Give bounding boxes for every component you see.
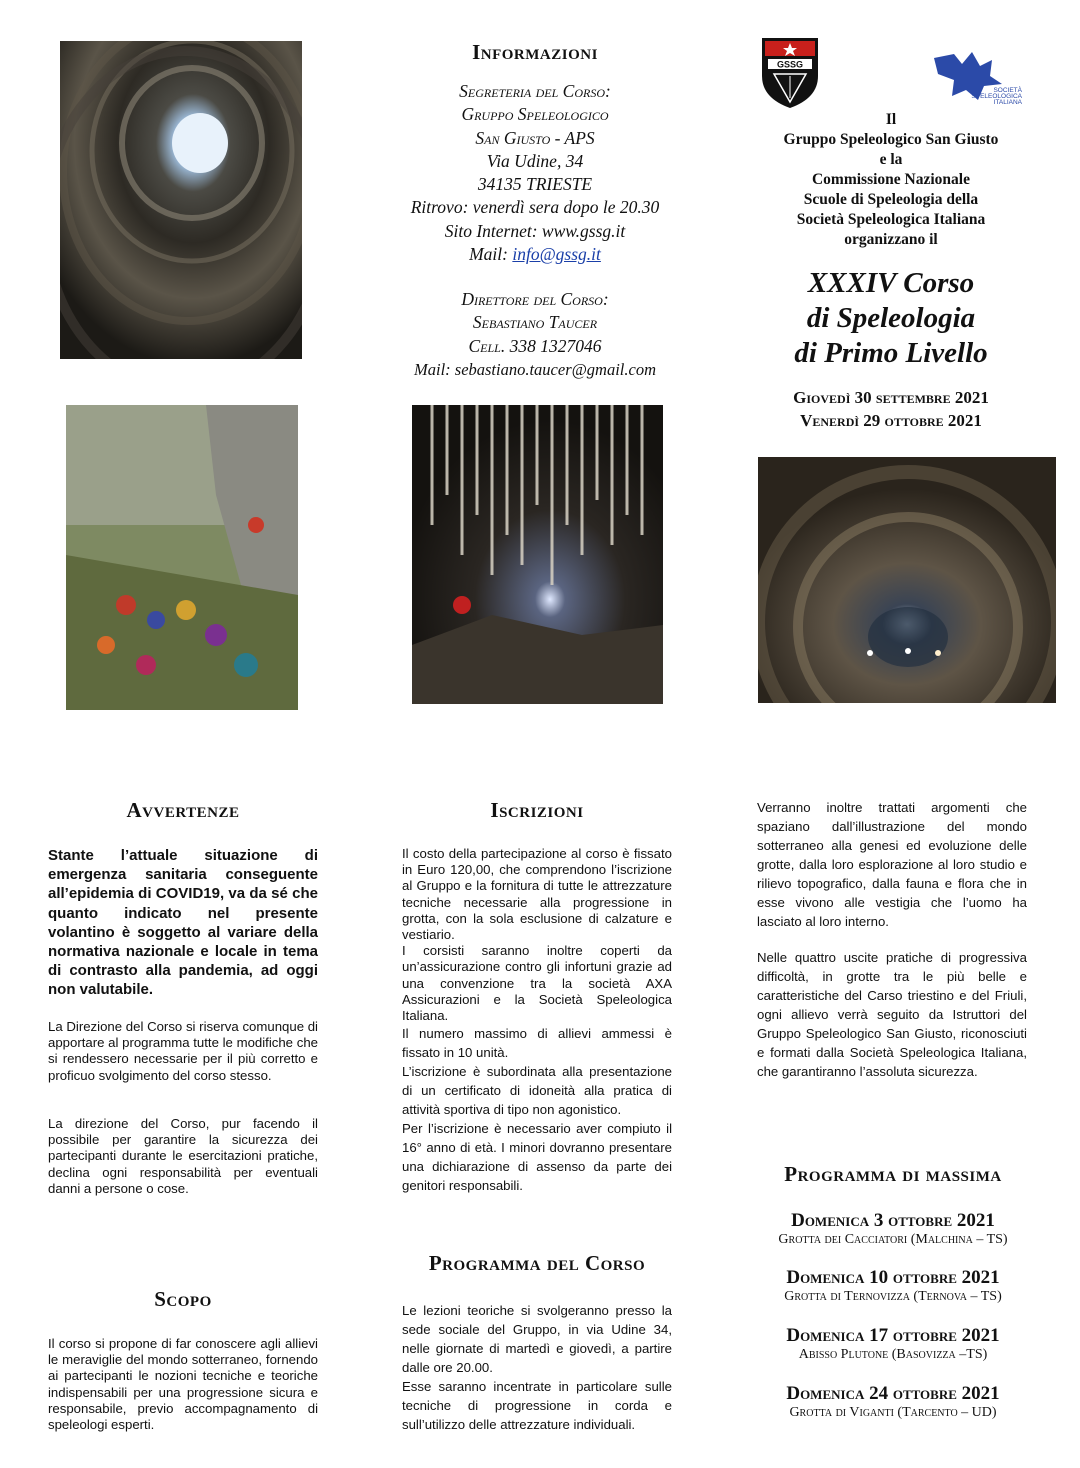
right-p1: Verranno inoltre trattati argomenti che spaziano dall’illustrazione del mondo sotterraneo alla genesi ed evoluzione delle grotte, dalla loro esplorazione al loro studio e rilievo topografico, dalla fauna e flora che in esse vivono alle vestigia che l’uomo ha lasciato al loro interno. (757, 800, 1027, 929)
director-line: Cell. 338 1327046 (468, 335, 602, 356)
intro-line: Commissione Nazionale (811, 171, 970, 188)
scopo-heading: Scopo (154, 1287, 212, 1311)
course-title-line: di Speleologia (806, 302, 976, 334)
gssg-logo-text: GSSG (776, 59, 804, 70)
ssi-logo-text-3: ITALIANA (993, 99, 1022, 106)
iscrizioni-heading: Iscrizioni (490, 798, 584, 822)
program-item-date: Domenica 17 ottobre 2021 (786, 1325, 1000, 1346)
intro-line: e la (879, 151, 903, 168)
director-line: Mail: sebastiano.taucer@gmail.com (413, 359, 657, 379)
info-heading: Informazioni (472, 40, 598, 64)
avvertenze-p2: La direzione del Corso, pur facendo il possibile per garantire la sicurezza dei partecipanti durante le esercitazioni pratiche, declina ogni responsabilità per eventuali danni a persone o cose. (48, 1116, 318, 1196)
programma-corso-heading: Programma del Corso (428, 1251, 646, 1275)
programma-corso-p2: Esse saranno incentrate in particolare sulle tecniche di progressione in corda e sull’utilizzo delle attrezzature individuali. (402, 1379, 672, 1432)
programma-massima-heading: Programma di massima (784, 1162, 1002, 1186)
info-line: Segreteria del Corso: (459, 81, 611, 101)
info-line: San Giusto - APS (475, 127, 595, 148)
info-line: 34135 TRIESTE (477, 174, 593, 195)
iscrizioni-text (402, 846, 672, 1195)
stalactites-photo (412, 405, 663, 704)
climbers-photo (66, 405, 298, 710)
mail-label: Mail: (469, 244, 513, 265)
iscrizioni-p1: Il costo della partecipazione al corso è fissato in Euro 120,00, che comprendono l’iscrizione al Gruppo e la fornitura di tutte le attrezzature tecniche necessarie alla progressione in grotta, con la sola esclusione di calzature e vestiario. (402, 846, 672, 943)
course-end-date: Venerdì 29 ottobre 2021 (800, 411, 982, 430)
intro-line: organizzano il (844, 231, 938, 248)
course-start-date: Giovedì 30 settembre 2021 (793, 388, 989, 407)
program-item-date: Domenica 24 ottobre 2021 (786, 1383, 1000, 1404)
avvertenze-p1: La Direzione del Corso si riserva comunque di apportare al programma tutte le modifiche che si rendessero necessarie per il più corretto e proficuo svolgimento del corso stesso. (48, 1019, 318, 1083)
intro-line: Gruppo Speleologico San Giusto (783, 131, 999, 148)
iscrizioni-p4: L’iscrizione è subordinata alla presentazione di un certificato di idoneità alla pratica di attività sportiva di tipo non agonistico. (402, 1064, 672, 1118)
program-item-place: Grotta dei Cacciatori (Malchina – TS) (778, 1232, 1008, 1247)
shaft-photo (60, 41, 302, 359)
info-line: Gruppo Speleologico (461, 104, 609, 125)
iscrizioni-p2: I corsisti saranno inoltre coperti da un’assicurazione contro gli infortuni grazie ad una convenzione tra la società AXA Assicurazioni e la Società Speleologica Italiana. (402, 943, 672, 1024)
programma-corso-text (402, 1301, 672, 1434)
programma-corso-p1: Le lezioni teoriche si svolgeranno presso la sede sociale del Gruppo, in via Udine 34, nelle giornate di martedì e giovedì, a partire dalle ore 20.00. (402, 1303, 672, 1375)
course-title (760, 266, 1022, 371)
gssg-logo (760, 36, 820, 110)
ssi-logo (932, 50, 1024, 106)
info-block (400, 80, 670, 266)
info-line: Ritrovo: venerdì sera dopo le 20.30 (410, 197, 660, 218)
scopo-text: Il corso si propone di far conoscere agli allievi le meraviglie del mondo sotterraneo, fornendo ai partecipanti le nozioni tecniche e teoriche indispensabili per una progressione sicura e responsabile, previo accompagnamento di speleologi esperti. (48, 1336, 318, 1433)
info-mail-line (400, 243, 670, 266)
iscrizioni-p5: Per l’iscrizione è necessario aver compiuto il 16° anno di età. I minori dovranno presentare una dichiarazione di assenso da parte dei genitori responsabili. (402, 1121, 672, 1194)
program-item-date: Domenica 10 ottobre 2021 (786, 1267, 1000, 1288)
course-title-line: di Primo Livello (794, 337, 988, 369)
avvertenze-warning: Stante l’attuale situazione di emergenza sanitaria conseguente all’epidemia di COVID19, va da sé che quanto indicato nel presente volantino è soggetto al variare della normativa nazionale e locale in tema di contrasto alla pandemia, ad oggi non valutabile. (48, 847, 318, 999)
program-item-place: Abisso Plutone (Basovizza –TS) (798, 1347, 988, 1362)
program-item-place: Grotta di Viganti (Tarcento – UD) (789, 1405, 997, 1420)
program-item (752, 1325, 1034, 1363)
program-item (752, 1267, 1034, 1305)
info-line: Sito Internet: www.gssg.it (444, 220, 626, 241)
course-title-line: XXXIV Corso (807, 267, 975, 299)
director-line: Direttore del Corso: (461, 289, 609, 309)
iscrizioni-p3: Il numero massimo di allievi ammessi è fissato in 10 unità. (402, 1026, 672, 1061)
right-p2: Nelle quattro uscite pratiche di progressiva difficoltà, in grotte tra le più belle e caratteristiche del Carso triestino e del Friuli, ogni allievo verrà seguito da Istruttori del Gruppo Speleologico San Giusto, riconosciuti e formati dalla Società Speleologica Italiana, che garantiranno l’assoluta sicurezza. (757, 950, 1027, 1079)
info-line: Via Udine, 34 (486, 150, 584, 171)
ssi-logo-text-1: SOCIETÀ (993, 87, 1022, 94)
intro-block (760, 110, 1022, 250)
program-item (752, 1383, 1034, 1421)
director-line: Sebastiano Taucer (472, 312, 598, 333)
avvertenze-heading: Avvertenze (126, 798, 240, 822)
program-item-date: Domenica 3 ottobre 2021 (791, 1210, 995, 1231)
mail-link[interactable]: info@gssg.it (512, 244, 601, 265)
director-block (400, 288, 670, 381)
ssi-logo-text-2: SPELEOLOGICA (971, 93, 1022, 100)
intro-line: Scuole di Speleologia della (803, 191, 979, 208)
program-item (752, 1210, 1034, 1248)
intro-line: Società Speleologica Italiana (796, 211, 986, 228)
intro-line: Il (885, 111, 897, 128)
tunnel-photo (758, 457, 1056, 703)
program-item-place: Grotta di Ternovizza (Ternova – TS) (784, 1289, 1002, 1304)
